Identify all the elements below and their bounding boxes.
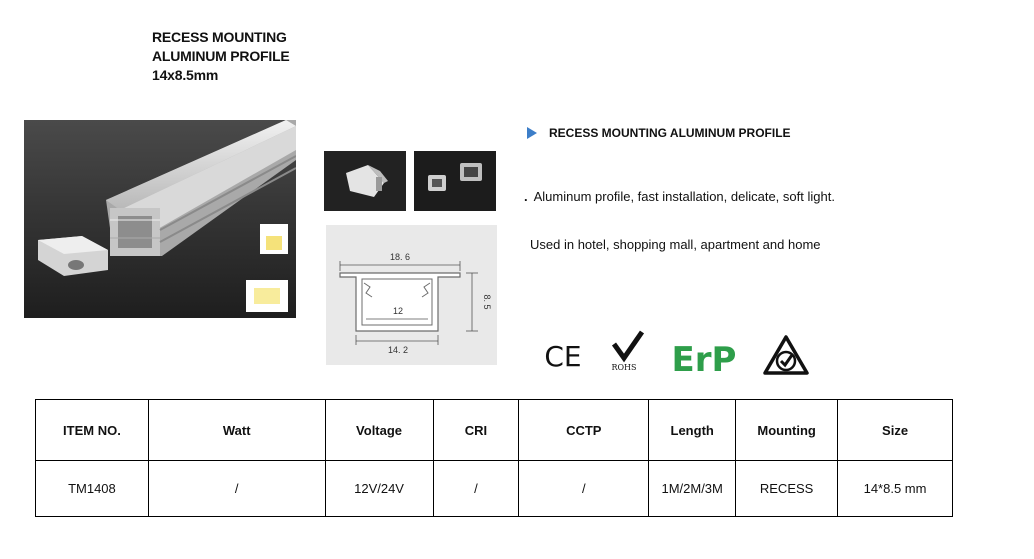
height-label: 8. 5: [482, 294, 492, 310]
product-title: [152, 28, 290, 85]
header-length: Length: [649, 400, 736, 461]
description-text: Aluminum profile, fast installation, delicate, soft light.: [533, 189, 835, 204]
rohs-mark-text: ROHS: [611, 363, 637, 372]
title-line-2: ALUMINUM PROFILE: [152, 48, 290, 64]
table-header-row: [36, 400, 953, 461]
header-mounting: Mounting: [736, 400, 838, 461]
feature-heading: [527, 126, 791, 140]
end-cap-thumbnail: [324, 151, 406, 211]
bottom-width-label: 14. 2: [387, 345, 409, 355]
cell-length: 1M/2M/3M: [649, 461, 736, 517]
header-cctp: CCTP: [519, 400, 649, 461]
inner-width-label: 12: [392, 306, 404, 316]
rcm-mark-icon: [762, 334, 810, 376]
rohs-mark-icon: [608, 330, 654, 372]
cell-size: 14*8.5 mm: [838, 461, 953, 517]
mounting-clip-thumbnail: [414, 151, 496, 211]
ce-mark-text: CE: [544, 340, 582, 370]
feature-heading-text: RECESS MOUNTING ALUMINUM PROFILE: [549, 126, 791, 140]
erp-mark-icon: [672, 338, 736, 376]
header-watt: Watt: [148, 400, 325, 461]
cell-cctp: /: [519, 461, 649, 517]
cell-item-no: TM1408: [36, 461, 149, 517]
dimension-drawing: [326, 225, 497, 365]
bullet-dot: .: [524, 189, 528, 204]
ce-mark-icon: [543, 340, 583, 370]
header-voltage: Voltage: [325, 400, 433, 461]
header-item-no: ITEM NO.: [36, 400, 149, 461]
cell-voltage: 12V/24V: [325, 461, 433, 517]
product-photo: [24, 120, 296, 318]
erp-mark-text: ErP: [672, 340, 736, 376]
title-line-1: RECESS MOUNTING: [152, 29, 287, 45]
cell-mounting: RECESS: [736, 461, 838, 517]
table-row: [36, 461, 953, 517]
top-width-label: 18. 6: [389, 252, 411, 262]
header-size: Size: [838, 400, 953, 461]
triangle-bullet-icon: [527, 127, 537, 139]
header-cri: CRI: [433, 400, 519, 461]
usage-text: Used in hotel, shopping mall, apartment and home: [530, 237, 821, 252]
cross-section-diagram: [326, 225, 497, 365]
cell-cri: /: [433, 461, 519, 517]
spec-table: [35, 399, 953, 517]
title-line-3: 14x8.5mm: [152, 67, 219, 83]
feature-description: [524, 189, 835, 204]
cell-watt: /: [148, 461, 325, 517]
